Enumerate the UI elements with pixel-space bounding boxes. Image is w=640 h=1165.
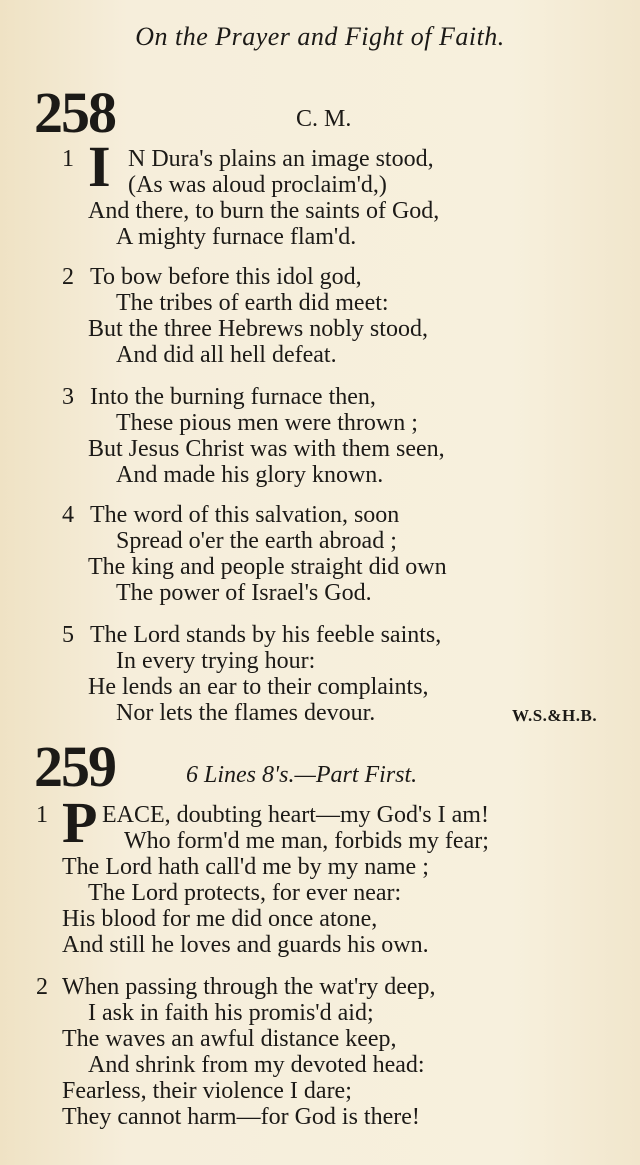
verse-line: The Lord stands by his feeble saints, <box>90 622 442 648</box>
verse-line: To bow before this idol god, <box>90 264 362 290</box>
verse-number: 1 <box>36 802 48 828</box>
hymn-number: 259 <box>34 734 115 799</box>
verse-line: The word of this salvation, soon <box>90 502 400 528</box>
verse-number: 3 <box>62 384 74 410</box>
verse-line: The waves an awful distance keep, <box>62 1026 397 1052</box>
verse-line: But Jesus Christ was with them seen, <box>88 436 445 462</box>
attribution: W.S.&H.B. <box>512 706 598 725</box>
verse-number: 1 <box>62 146 74 172</box>
verse-line: In every trying hour: <box>116 648 316 674</box>
verse-line: A mighty furnace flam'd. <box>116 224 357 250</box>
verse-line: His blood for me did once atone, <box>62 906 378 932</box>
hymn-number: 258 <box>34 80 115 145</box>
verse-line: The tribes of earth did meet: <box>116 290 389 316</box>
verse-line: The power of Israel's God. <box>116 580 372 606</box>
verse-line: And shrink from my devoted head: <box>88 1052 425 1078</box>
verse-line: Nor lets the flames devour. <box>116 700 376 726</box>
verse-line: Fearless, their violence I dare; <box>62 1078 352 1104</box>
verse-line: Into the burning furnace then, <box>90 384 376 410</box>
verse-line: The Lord hath call'd me by my name ; <box>62 854 429 880</box>
verse-line: The Lord protects, for ever near: <box>88 880 402 906</box>
hymn-meter: C. M. <box>296 106 352 132</box>
drop-cap: I <box>88 134 111 199</box>
hymn-meter: 6 Lines 8's.—Part First. <box>186 762 418 788</box>
verse-number: 5 <box>62 622 74 648</box>
verse-line: They cannot harm—for God is there! <box>62 1104 420 1130</box>
verse-line: N Dura's plains an image stood, <box>128 146 434 172</box>
verse-line: And made his glory known. <box>116 462 384 488</box>
drop-cap: P <box>62 790 98 855</box>
verse-line: (As was aloud proclaim'd,) <box>128 172 387 198</box>
verse-line: I ask in faith his promis'd aid; <box>88 1000 374 1026</box>
verse-line: He lends an ear to their complaints, <box>88 674 429 700</box>
verse-line: But the three Hebrews nobly stood, <box>88 316 428 342</box>
verse-line: When passing through the wat'ry deep, <box>62 974 436 1000</box>
verse-number: 2 <box>36 974 48 1000</box>
verse-line: And still he loves and guards his own. <box>62 932 429 958</box>
verse-line: These pious men were thrown ; <box>116 410 418 436</box>
verse-line: And there, to burn the saints of God, <box>88 198 440 224</box>
verse-line: EACE, doubting heart—my God's I am! <box>102 802 489 828</box>
verse-line: Spread o'er the earth abroad ; <box>116 528 397 554</box>
verse-line: The king and people straight did own <box>88 554 447 580</box>
verse-number: 2 <box>62 264 74 290</box>
running-head: On the Prayer and Fight of Faith. <box>135 22 505 51</box>
verse-line: Who form'd me man, forbids my fear; <box>124 828 489 854</box>
verse-number: 4 <box>62 502 74 528</box>
verse-line: And did all hell defeat. <box>116 342 337 368</box>
